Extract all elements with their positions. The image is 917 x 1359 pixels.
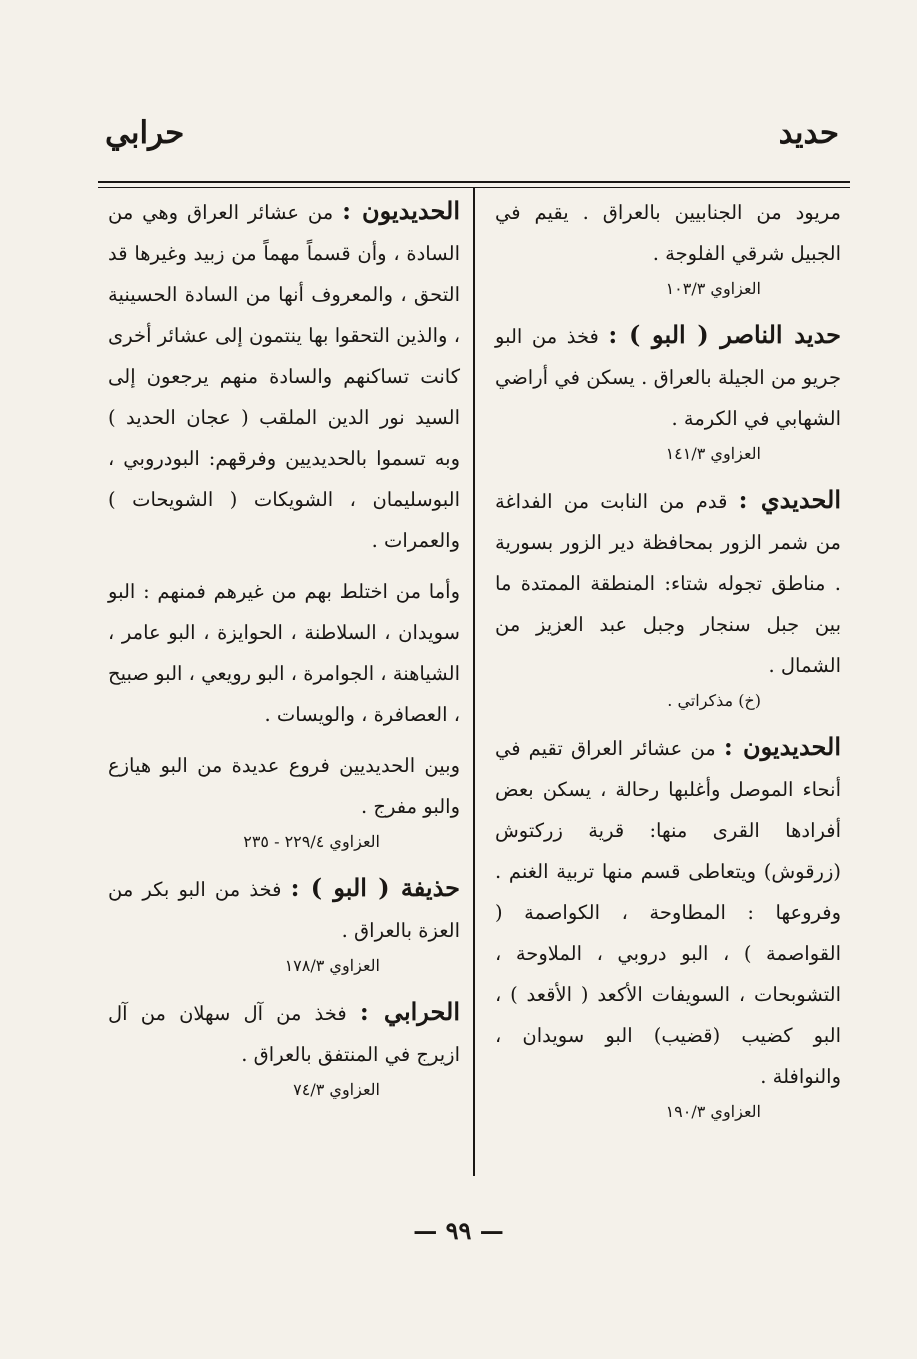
entry-body (495, 190, 841, 274)
left-column (108, 190, 460, 1115)
running-head-left: حرابي (105, 115, 185, 151)
entry-body (108, 867, 460, 951)
entry-body (108, 745, 460, 827)
entry (495, 479, 841, 716)
entry-text: فخذ من آل سهلان من آل ازيرج في المنتفق بالعراق . (108, 1002, 460, 1066)
entry (108, 991, 460, 1105)
entry-headword: الحديديون : (342, 196, 461, 225)
entry-headword: حذيفة ( البو ) : (290, 873, 461, 902)
entry (108, 190, 460, 561)
entry-text: وبين الحديديين فروع عديدة من البو هيازع والبو مفرج . (108, 754, 460, 818)
entry-headword: الحديدي : (738, 485, 841, 514)
entry-reference: العزاوي ١٤١/٣ (665, 444, 761, 463)
entry-text: وأما من اختلط بهم من غيرهم فمنهم : البو سويدان ، السلاطنة ، الحوايزة ، البو عامر ، الشياهنة ، الجوامرة ، البو رويعي ، البو صبيح ، العصافرة ، والويسات . (108, 580, 460, 726)
entry-text: من عشائر العراق تقيم في أنحاء الموصل وأغلبها رحالة ، يسكن بعض أفرادها القرى منها: قرية زركتوش (زرقوش) ويتعاطى قسم منها تربية الغنم . وفروعها : المطاوحة ، الكواصمة ( القواصمة ) ، البو دروبي ، الملاوحة ، التشوبحات ، السويفات الأكعد ( الأقعد ) ، البو كضيب (قضيب) البو سويدان ، والنوافلة . (495, 737, 841, 1088)
entry-reference: (خ) مذكراتي . (667, 691, 761, 710)
entry-reference: العزاوي ١٠٣/٣ (665, 279, 761, 298)
entry-reference: العزاوي ١٩٠/٣ (665, 1102, 761, 1121)
entry (495, 190, 841, 304)
entry (108, 571, 460, 735)
entry-headword: الحرابي : (359, 997, 460, 1026)
entry-body (495, 479, 841, 686)
page-number: — ٩٩ — (413, 1216, 504, 1245)
entry (108, 867, 460, 981)
right-column (495, 190, 841, 1137)
entry (495, 726, 841, 1127)
entry-body (495, 314, 841, 439)
entry-text: من عشائر العراق وهي من السادة ، وأن قسماً مهماً من زبيد وغيرها قد التحق ، والمعروف أنها من السادة الحسينية ، والذين التحقوا بها ينتمون إلى عشائر أخرى كانت تساكنهم والسادة منهم يرجعون إلى السيد نور الدين الملقب ( عجان الحديد ) وبه تسموا بالحديديين وفرقهم: البودروبي ، البوسليمان ، الشويكات ( الشويحات ) والعمرات . (108, 201, 460, 552)
column-divider (473, 188, 475, 1176)
entry-body (108, 190, 460, 561)
entry-text: قدم من النابت من الفداغة من شمر الزور بمحافظة دير الزور بسورية . مناطق تجوله شتاء: المنطقة الممتدة ما بين جبل سنجار وجبل عبد العزيز من الشمال . (495, 490, 841, 677)
entry-body (108, 571, 460, 735)
entry (108, 745, 460, 857)
header-rule (98, 181, 850, 183)
entry-text: فخذ من البو بكر من العزة بالعراق . (108, 878, 460, 942)
entry-text: فخذ من البو جريو من الجيلة بالعراق . يسكن في أراضي الشهابي في الكرمة . (495, 325, 841, 430)
entry-headword: الحديديون : (723, 732, 842, 761)
entry-headword: حديد الناصر ( البو ) : (608, 320, 842, 349)
entry-body (495, 726, 841, 1097)
entry (495, 314, 841, 469)
entry-body (108, 991, 460, 1075)
running-head-right: حديد (778, 115, 839, 151)
entry-text: مريود من الجنابيين بالعراق . يقيم في الجبيل شرقي الفلوجة . (495, 201, 841, 265)
entry-reference: العزاوي ١٧٨/٣ (284, 956, 380, 975)
entry-reference: العزاوي ٧٤/٣ (293, 1080, 380, 1099)
entry-reference: العزاوي ٢٢٩/٤ - ٢٣٥ (243, 832, 380, 851)
